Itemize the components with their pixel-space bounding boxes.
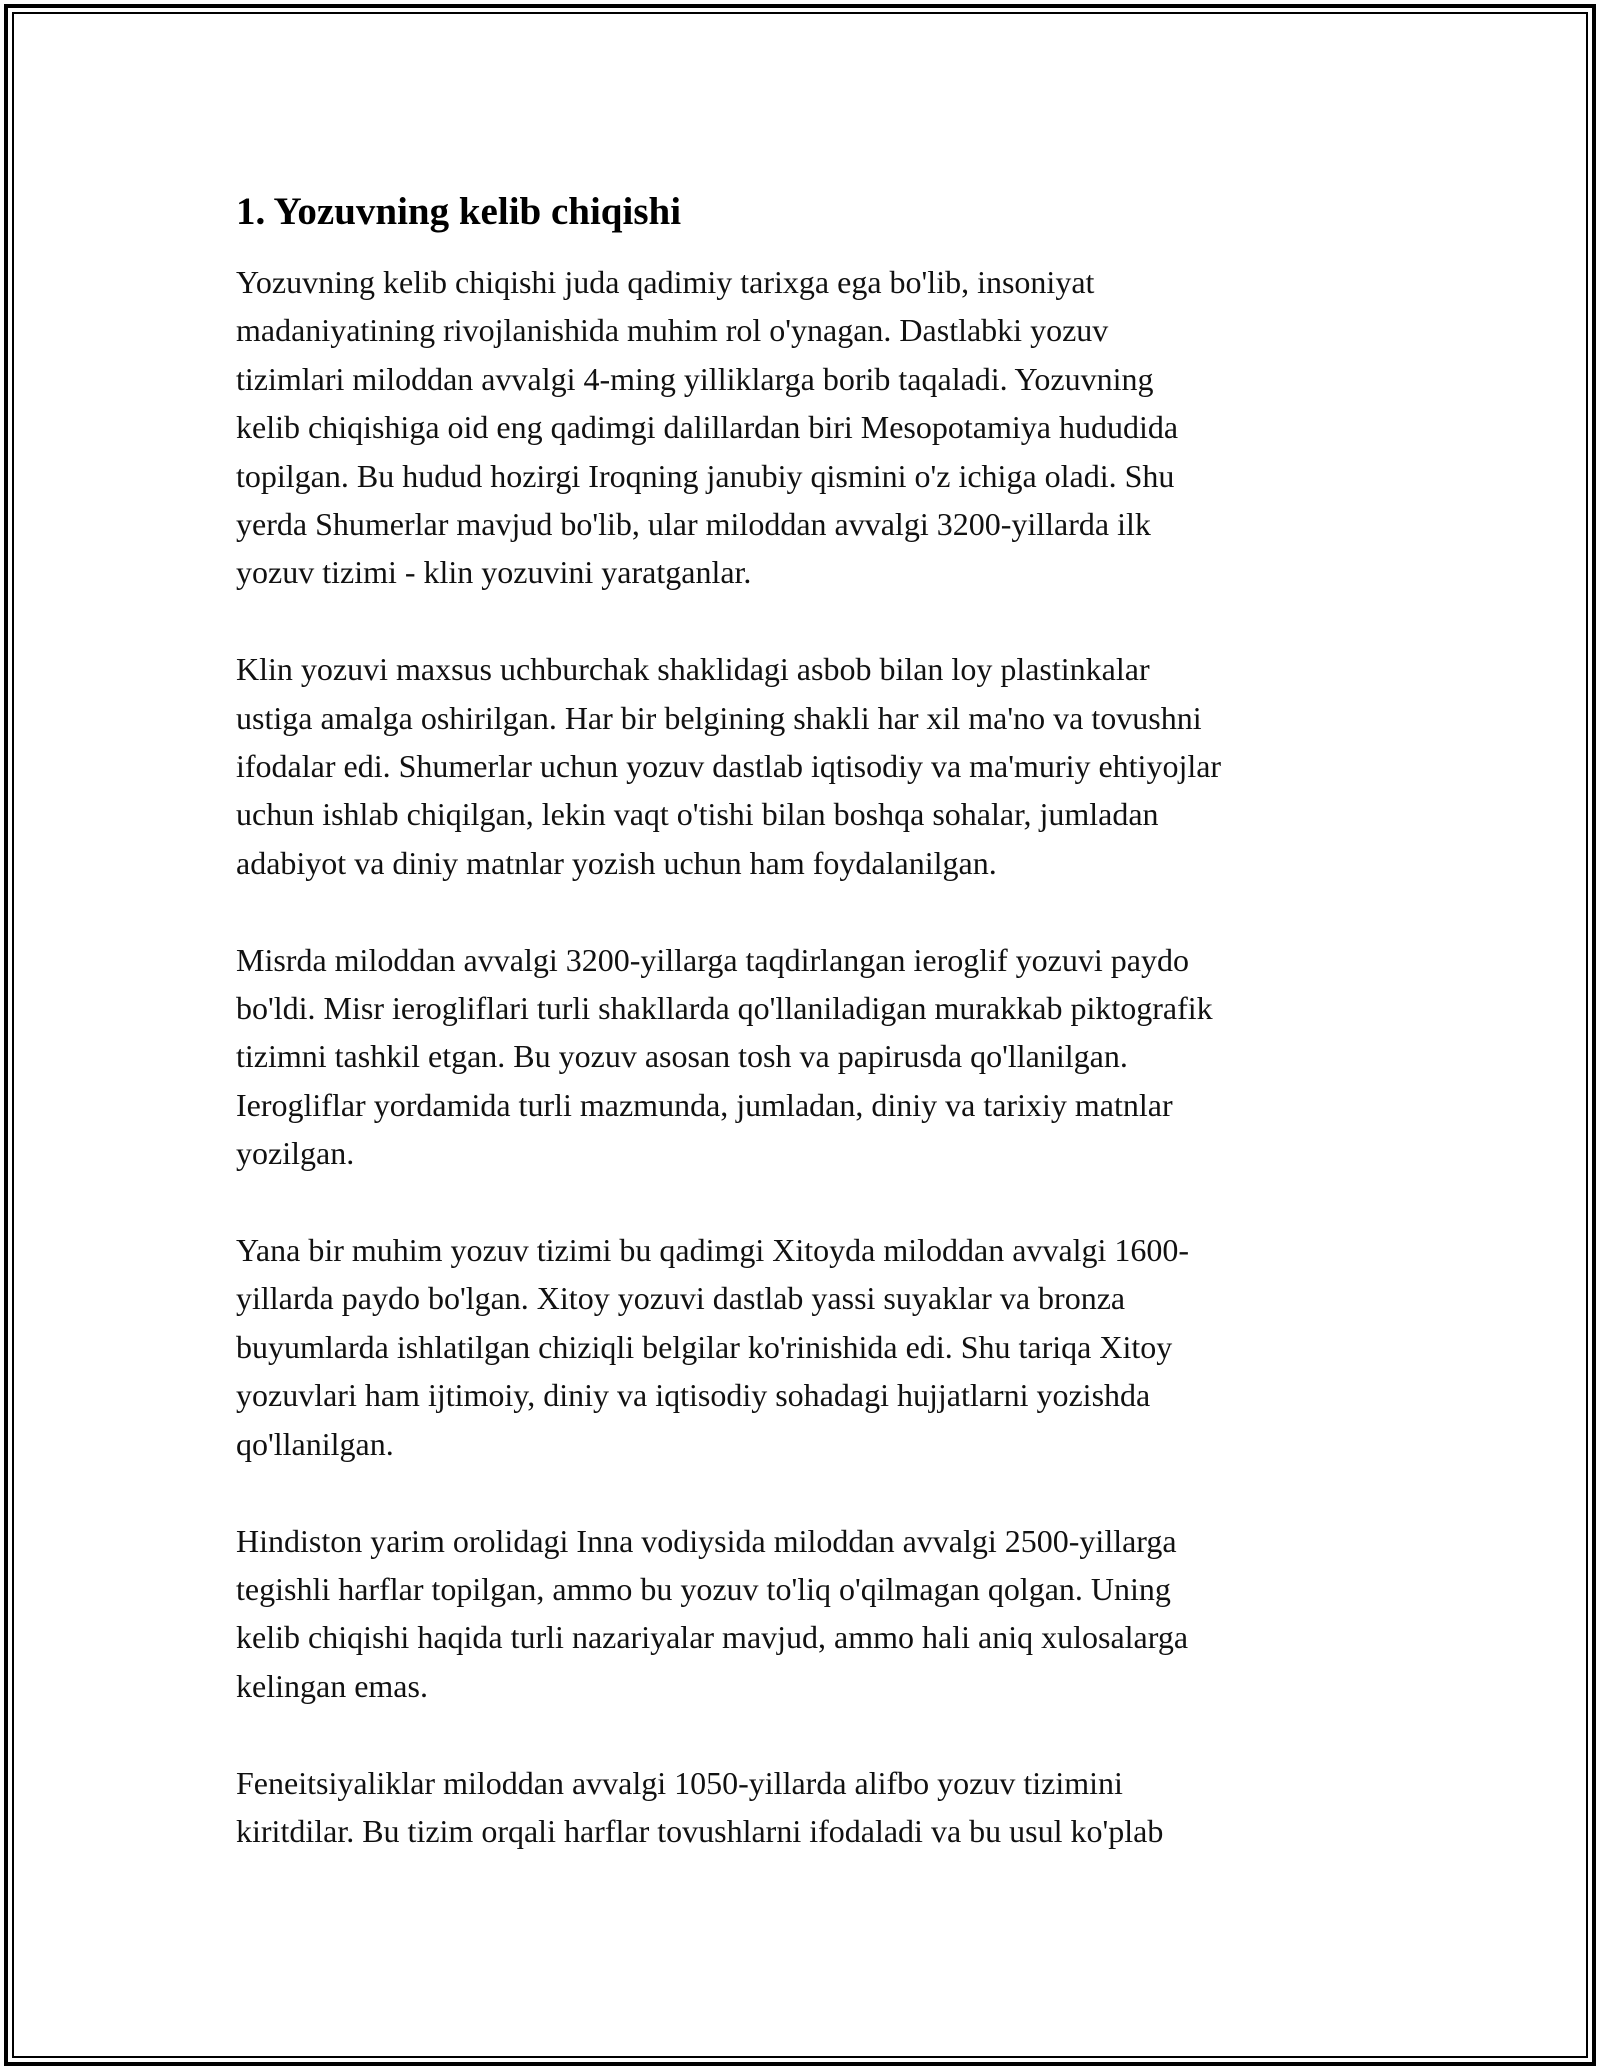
text-line: kelingan emas. [236, 1667, 428, 1704]
paragraph-5 [236, 1517, 1376, 1711]
text-line: Feneitsiyaliklar miloddan avvalgi 1050-yillarda alifbo yozuv tizimini [236, 1764, 1123, 1801]
text-line: yozuvlari ham ijtimoiy, diniy va iqtisodiy sohadagi hujjatlarni yozishda [236, 1377, 1151, 1414]
text-line: Klin yozuvi maxsus uchburchak shaklidagi asbob bilan loy plastinkalar [236, 651, 1150, 688]
paragraph-2 [236, 645, 1376, 887]
text-line: kelib chiqishiga oid eng qadimgi dalillardan biri Mesopotamiya hududida [236, 409, 1179, 446]
text-line: kelib chiqishi haqida turli nazariyalar mavjud, ammo hali aniq xulosalarga [236, 1619, 1189, 1656]
text-line: qo'llanilgan. [236, 1425, 394, 1462]
text-line: Yana bir muhim yozuv tizimi bu qadimgi Xitoyda miloddan avvalgi 1600- [236, 1232, 1190, 1269]
text-line: tizimni tashkil etgan. Bu yozuv asosan tosh va papirusda qo'llanilgan. [236, 1038, 1128, 1075]
text-line: ustiga amalga oshirilgan. Har bir belgining shakli har xil ma'no va tovushni [236, 699, 1202, 736]
text-line: Hindiston yarim orolidagi Inna vodiysida miloddan avvalgi 2500-yillarga [236, 1522, 1177, 1559]
text-line: adabiyot va diniy matnlar yozish uchun ham foydalanilgan. [236, 844, 997, 881]
text-line: tizimlari miloddan avvalgi 4-ming yilliklarga borib taqaladi. Yozuvning [236, 360, 1154, 397]
text-line: yerda Shumerlar mavjud bo'lib, ular miloddan avvalgi 3200-yillarda ilk [236, 506, 1151, 543]
text-line: Misrda miloddan avvalgi 3200-yillarga taqdirlangan ieroglif yozuvi paydo [236, 941, 1189, 978]
text-line: bo'ldi. Misr ierogliflari turli shakllarda qo'llaniladigan murakkab piktografik [236, 990, 1213, 1027]
paragraph-6 [236, 1759, 1376, 1856]
text-line: yillarda paydo bo'lgan. Xitoy yozuvi dastlab yassi suyaklar va bronza [236, 1280, 1126, 1317]
paragraph-4 [236, 1226, 1376, 1468]
text-line: madaniyatining rivojlanishida muhim rol o'ynagan. Dastlabki yozuv [236, 312, 1109, 349]
section-heading: 1. Yozuvning kelib chiqishi [236, 190, 682, 233]
document-content [236, 188, 1376, 1904]
text-line: Ierogliflar yordamida turli mazmunda, jumladan, diniy va tarixiy matnlar [236, 1086, 1173, 1123]
text-line: yozuv tizimi - klin yozuvini yaratganlar. [236, 554, 752, 591]
text-line: Yozuvning kelib chiqishi juda qadimiy tarixga ega bo'lib, insoniyat [236, 264, 1095, 300]
text-line: topilgan. Bu hudud hozirgi Iroqning janubiy qismini o'z ichiga oladi. Shu [236, 457, 1175, 494]
text-line: kiritdilar. Bu tizim orqali harflar tovushlarni ifodaladi va bu usul ko'plab [236, 1812, 1164, 1849]
paragraph-1 [236, 258, 1376, 597]
text-line: tegishli harflar topilgan, ammo bu yozuv to'liq o'qilmagan qolgan. Uning [236, 1570, 1171, 1607]
text-line: ifodalar edi. Shumerlar uchun yozuv dastlab iqtisodiy va ma'muriy ehtiyojlar [236, 748, 1222, 785]
text-line: yozilgan. [236, 1135, 355, 1172]
text-line: buyumlarda ishlatilgan chiziqli belgilar ko'rinishida edi. Shu tariqa Xitoy [236, 1328, 1173, 1365]
paragraph-3 [236, 936, 1376, 1178]
text-line: uchun ishlab chiqilgan, lekin vaqt o'tishi bilan boshqa sohalar, jumladan [236, 796, 1159, 833]
